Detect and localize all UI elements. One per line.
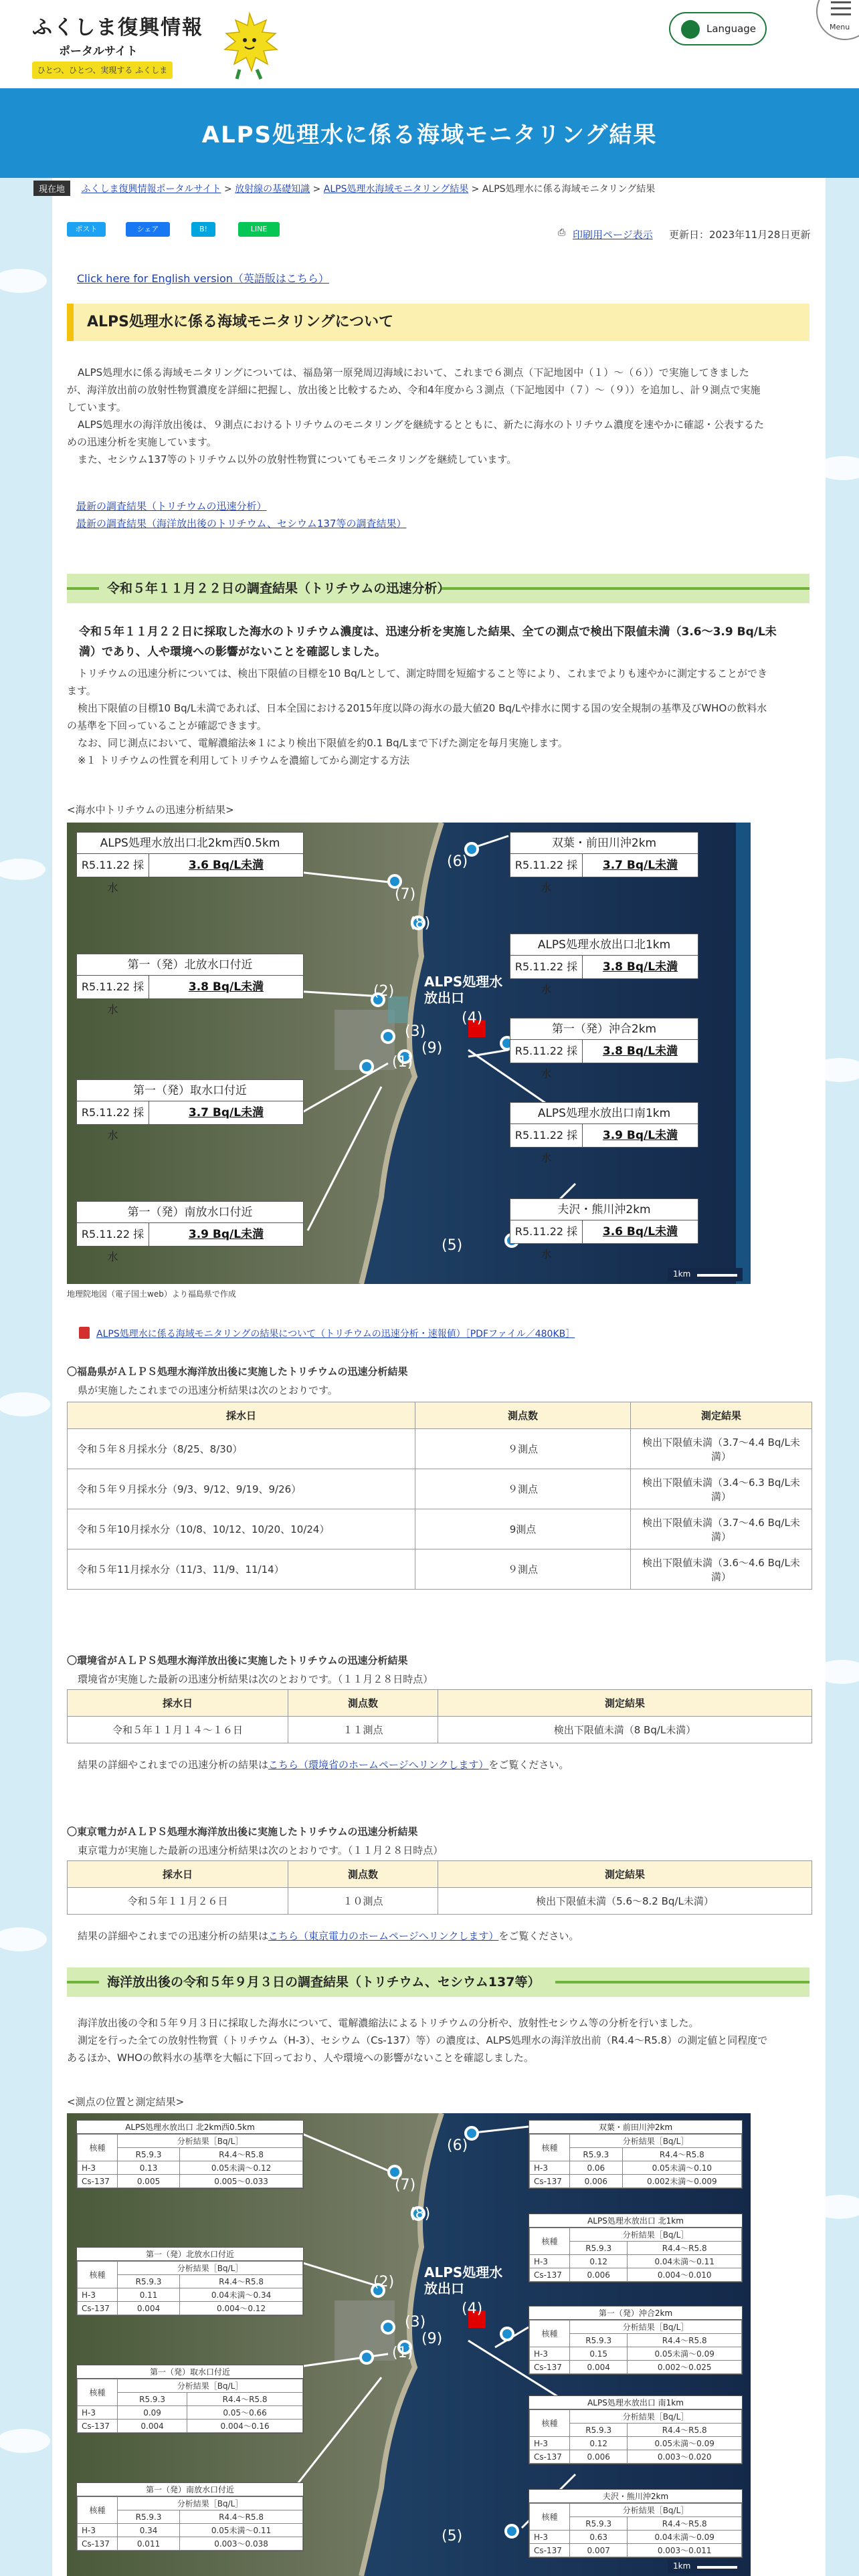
station-result-table: [529, 2228, 742, 2282]
sampling-date: R5.11.22 採水: [510, 956, 583, 978]
station-result-box: [76, 2482, 304, 2551]
nuclide-cell: H-3: [530, 2255, 570, 2268]
result-cell: 0.04未満～0.09: [628, 2531, 742, 2544]
about-text: [67, 364, 816, 468]
facebook-share-button[interactable]: シェア: [126, 222, 170, 237]
table-cell: 検出下限値未満（3.6～4.6 Bq/L未満）: [631, 1549, 812, 1590]
pdf-download-link[interactable]: ALPS処理水に係る海域モニタリングの結果について（トリチウムの迅速分析・速報値）［PDFファイル／480KB］: [96, 1329, 575, 1339]
result-cell: 0.006: [570, 2175, 623, 2188]
printer-icon: ⎙: [558, 227, 566, 238]
scale-bar: [668, 1268, 743, 1281]
breadcrumb-link-monitoring[interactable]: ALPS処理水海域モニタリング結果: [323, 184, 469, 195]
station-result-table: [529, 2409, 742, 2464]
col-header: R5.9.3: [118, 2275, 180, 2288]
station-name: 第一（発）沖合2km: [510, 1018, 698, 1040]
result-cell: 0.004: [118, 2420, 187, 2433]
site-header: [0, 0, 859, 88]
nuclide-cell: H-3: [530, 2347, 570, 2361]
station-callout: [76, 1079, 304, 1142]
logo-title: ふくしま復興情報: [32, 16, 203, 39]
station-number: (6): [447, 2137, 468, 2154]
table-header: 測点数: [415, 1402, 631, 1429]
nuclide-cell: Cs-137: [78, 2175, 118, 2188]
station-number: (9): [421, 1040, 443, 1057]
result-cell: 0.006: [570, 2268, 628, 2282]
sampling-date: R5.11.22 採水: [510, 854, 583, 877]
nuclide-cell: H-3: [530, 2161, 570, 2175]
table-header: 測点数: [288, 1861, 438, 1888]
table-row: [68, 1717, 812, 1743]
station-name: ALPS処理水放出口北2km西0.5km: [77, 833, 303, 854]
station-callout: [510, 1198, 698, 1261]
station-name: 第一（発）北放水口付近: [77, 2248, 303, 2261]
station-result-box: [529, 2489, 743, 2558]
nuclide-cell: H-3: [78, 2288, 118, 2302]
result-header: 分析結果［Bq/L］: [118, 2379, 303, 2393]
result-cell: 0.003～0.038: [180, 2537, 303, 2551]
breadcrumb: [33, 181, 655, 196]
table-row: [68, 1429, 812, 1469]
result-header: 分析結果［Bq/L］: [570, 2228, 742, 2242]
station-number: (8): [409, 915, 431, 932]
station-number: (7): [395, 886, 416, 903]
result-header: 分析結果［Bq/L］: [118, 2497, 303, 2510]
station-callout: [510, 832, 698, 894]
station-name: ALPS処理水放出口 南1km: [529, 2396, 742, 2409]
measurement-value: 3.7 Bq/L未満: [602, 859, 678, 872]
table-cell: 令和５年11月採水分（11/3、11/9、11/14）: [68, 1549, 415, 1590]
station-callout: [510, 934, 698, 996]
station-name: ALPS処理水放出口南1km: [510, 1103, 698, 1124]
rapid-analysis-text: [67, 665, 816, 769]
result-header: 分析結果［Bq/L］: [570, 2321, 742, 2334]
table-cell: ９測点: [415, 1549, 631, 1590]
note-text: 結果の詳細やこれまでの迅速分析の結果は: [78, 1759, 269, 1771]
about-line: しています。: [67, 401, 126, 413]
measurement-value: 3.9 Bq/L未満: [602, 1129, 678, 1142]
col-header: R5.9.3: [570, 2424, 628, 2437]
updated-date: 更新日：2023年11月28日更新: [669, 229, 811, 241]
station-number: (1): [392, 2345, 413, 2361]
station-result-box: [529, 2306, 743, 2375]
station-result-table: [529, 2503, 742, 2557]
table-header: 測定結果: [631, 1402, 812, 1429]
measurement-value: 3.9 Bq/L未満: [188, 1228, 264, 1241]
result-cell: 0.004: [118, 2302, 180, 2315]
station-result-table: [77, 2261, 303, 2315]
station-callout: [76, 832, 304, 894]
outlet-label: ALPS処理水放出口: [424, 2264, 503, 2296]
station-number: (7): [395, 2177, 416, 2193]
result-cell: 0.05～0.66: [187, 2406, 303, 2420]
station-number: (5): [442, 2528, 463, 2545]
station-number: (4): [462, 1010, 483, 1027]
result-cell: 0.04未満～0.34: [180, 2288, 303, 2302]
col-header: R5.9.3: [570, 2148, 623, 2161]
station-name: ALPS処理水放出口 北2km西0.5km: [77, 2121, 303, 2134]
tepco-results-table: [67, 1860, 812, 1915]
nuclide-header: 核種: [530, 2135, 570, 2161]
result-cell: 0.006: [570, 2450, 628, 2464]
section-heading-sep3: [67, 1967, 809, 1997]
station-result-box: [529, 2395, 743, 2464]
result-cell: 0.12: [570, 2437, 628, 2450]
nuclide-cell: Cs-137: [530, 2361, 570, 2374]
env-table-heading: 〇環境省がＡＬＰＳ処理水海洋放出後に実施したトリチウムの迅速分析結果: [67, 1654, 408, 1667]
about-line: ALPS処理水に係る海域モニタリングについては、福島第一原発周辺海域において、これまで６測点（下記地図中（１）～（６））で実施してきました: [78, 366, 749, 379]
result-cell: 0.13: [118, 2161, 180, 2175]
station-number: (4): [462, 2300, 483, 2317]
x-share-button[interactable]: ポスト: [67, 222, 106, 237]
col-header: R4.4～R5.8: [180, 2510, 303, 2524]
col-header: R5.9.3: [118, 2510, 180, 2524]
result-cell: 0.002～0.025: [628, 2361, 742, 2374]
measurement-value: 3.7 Bq/L未満: [188, 1106, 264, 1119]
nuclide-cell: H-3: [78, 2161, 118, 2175]
nuclide-header: 核種: [78, 2497, 118, 2524]
table-cell: 検出下限値未満（3.7～4.6 Bq/L未満）: [631, 1509, 812, 1549]
tepco-table-sub: 東京電力が実施した最新の迅速分析結果は次のとおりです。（１１月２８日時点）: [78, 1844, 444, 1856]
col-header: R4.4～R5.8: [628, 2424, 742, 2437]
logo-subtitle: ポータルサイト: [59, 45, 138, 58]
table-cell: 9測点: [415, 1509, 631, 1549]
table-cell: ９測点: [415, 1469, 631, 1509]
text-line: あるほか、WHOの飲料水の基準を大幅に下回っており、人や環境への影響がないことを確認しました。: [67, 2052, 534, 2064]
col-header: R4.4～R5.8: [628, 2242, 742, 2255]
col-header: R4.4～R5.8: [180, 2148, 303, 2161]
col-header: R4.4～R5.8: [187, 2393, 303, 2406]
result-map: [67, 2113, 751, 2576]
result-cell: 0.011: [118, 2537, 180, 2551]
result-cell: 0.05未満～0.09: [628, 2437, 742, 2450]
nuclide-header: 核種: [78, 2135, 118, 2161]
mascot-icon: [213, 11, 286, 81]
note-text: 結果の詳細やこれまでの迅速分析の結果は: [78, 1930, 269, 1942]
table-cell: 検出下限値未満（5.6～8.2 Bq/L未満）: [438, 1888, 812, 1915]
result-cell: 0.05未満～0.11: [180, 2524, 303, 2537]
station-result-table: [77, 2134, 303, 2188]
result-cell: 0.12: [570, 2255, 628, 2268]
globe-icon: [681, 20, 700, 39]
hatena-bookmark-button[interactable]: B!: [191, 222, 215, 237]
breadcrumb-separator: >: [471, 184, 480, 195]
env-table-sub: 環境省が実施した最新の迅速分析結果は次のとおりです。（１１月２８日時点）: [78, 1673, 434, 1685]
text-line: 測定を行った全ての放射性物質（トリチウム（H-3）、セシウム（Cs-137）等）の濃度は、ALPS処理水の海洋放出前（R4.4～R5.8）の測定値と同程度で: [78, 2034, 768, 2046]
table-cell: 検出下限値未満（3.4～6.3 Bq/L未満）: [631, 1469, 812, 1509]
result-cell: 0.04未満～0.11: [628, 2255, 742, 2268]
map-caption: <海水中トリチウムの迅速分析結果>: [67, 804, 234, 816]
station-callout: [510, 1018, 698, 1080]
note-text: をご覧ください。: [488, 1759, 569, 1771]
breadcrumb-current: ALPS処理水に係る海域モニタリング結果: [482, 184, 656, 195]
measurement-value: 3.6 Bq/L未満: [602, 1225, 678, 1239]
table-header: 測点数: [288, 1690, 438, 1717]
result-header: 分析結果［Bq/L］: [118, 2262, 303, 2275]
station-number: (3): [405, 2314, 426, 2331]
latest-tritium-link[interactable]: 最新の調査結果（トリチウムの迅速分析）: [76, 500, 267, 512]
english-version-link[interactable]: Click here for English version（英語版はこちら）: [77, 272, 329, 285]
station-name: 双葉・前田川沖2km: [529, 2121, 742, 2134]
nuclide-header: 核種: [530, 2321, 570, 2347]
result-cell: 0.005: [118, 2175, 180, 2188]
station-name: 第一（発）沖合2km: [529, 2306, 742, 2320]
text-line: 検出下限値の目標10 Bq/L未満であれば、日本全国における2015年度以降の海水の最大値20 Bq/Lや排水に関する国の安全規制の基準及びWHOの飲料水: [78, 702, 767, 714]
tepco-table-heading: 〇東京電力がＡＬＰＳ処理水海洋放出後に実施したトリチウムの迅速分析結果: [67, 1826, 418, 1838]
table-cell: 検出下限値未満（8 Bq/L未満）: [438, 1717, 812, 1743]
station-result-table: [77, 2496, 303, 2551]
site-logo[interactable]: [32, 11, 253, 80]
station-name: 第一（発）南放水口付近: [77, 1202, 303, 1223]
nuclide-header: 核種: [530, 2228, 570, 2255]
breadcrumb-separator: >: [312, 184, 321, 195]
result-header: 分析結果［Bq/L］: [570, 2410, 742, 2424]
measurement-value: 3.8 Bq/L未満: [188, 980, 264, 994]
result-cell: 0.15: [570, 2347, 628, 2361]
result-summary: [79, 622, 815, 662]
table-cell: １１測点: [288, 1717, 438, 1743]
result-cell: 0.06: [570, 2161, 623, 2175]
tritium-map: [67, 823, 751, 1284]
station-number: (2): [373, 2274, 395, 2290]
col-header: R4.4～R5.8: [628, 2334, 742, 2347]
table-header: 採水日: [68, 1690, 288, 1717]
menu-button[interactable]: [816, 0, 859, 40]
result-cell: 0.09: [118, 2406, 187, 2420]
footnote-line: ※１ トリチウムの性質を利用してトリチウムを濃縮してから測定する方法: [78, 754, 410, 766]
table-header: 測定結果: [438, 1690, 812, 1717]
about-line: また、セシウム137等のトリチウム以外の放射性物質についてもモニタリングを継続しています。: [78, 453, 517, 465]
page-title: ALPS処理水に係る海域モニタリング結果: [201, 122, 658, 148]
result-cell: 0.003～0.011: [628, 2544, 742, 2557]
pref-table-heading: 〇福島県がＡＬＰＳ処理水海洋放出後に実施したトリチウムの迅速分析結果: [67, 1366, 408, 1378]
env-results-table: [67, 1689, 812, 1743]
latest-links: [76, 498, 406, 532]
result-cell: 0.004: [570, 2361, 628, 2374]
result-cell: 0.004～0.16: [187, 2420, 303, 2433]
text-line: の基準を下回っていることが確認できます。: [67, 720, 267, 732]
scale-label: 1km: [673, 1269, 691, 1279]
nuclide-cell: Cs-137: [78, 2537, 118, 2551]
col-header: R5.9.3: [118, 2148, 180, 2161]
station-result-table: [77, 2379, 303, 2433]
line-share-button[interactable]: LINE: [238, 222, 280, 237]
station-name: 夫沢・熊川沖2km: [510, 1199, 698, 1220]
nuclide-cell: Cs-137: [78, 2420, 118, 2433]
nuclide-cell: Cs-137: [530, 2175, 570, 2188]
station-name: 夫沢・熊川沖2km: [529, 2490, 742, 2503]
latest-cesium-link[interactable]: 最新の調査結果（海洋放出後のトリチウム、セシウム137等の調査結果）: [76, 518, 407, 530]
table-cell: １０測点: [288, 1888, 438, 1915]
table-row: [68, 1509, 812, 1549]
tepco-note: [78, 1929, 579, 1943]
result-cell: 0.63: [570, 2531, 628, 2544]
summary-line: 令和５年１１月２２日に採取した海水のトリチウム濃度は、迅速分析を実施した結果、全ての測点で検出下限値未満（3.6～3.9 Bq/L未: [79, 625, 777, 639]
measurement-value: 3.8 Bq/L未満: [602, 960, 678, 974]
nuclide-cell: H-3: [530, 2437, 570, 2450]
sampling-date: R5.11.22 採水: [77, 976, 149, 998]
col-header: R5.9.3: [118, 2393, 187, 2406]
result-cell: 0.34: [118, 2524, 180, 2537]
pref-table-sub: 県が実施したこれまでの迅速分析結果は次のとおりです。: [78, 1384, 338, 1396]
sampling-date: R5.11.22 採水: [510, 1124, 583, 1147]
table-header: 採水日: [68, 1402, 415, 1429]
scale-label: 1km: [673, 2561, 691, 2571]
station-callout: [76, 954, 304, 1016]
table-cell: ９測点: [415, 1429, 631, 1469]
nuclide-cell: H-3: [530, 2531, 570, 2544]
nuclide-header: 核種: [78, 2379, 118, 2406]
language-label: Language: [706, 23, 757, 35]
station-number: (5): [442, 1237, 463, 1254]
result-cell: 0.05未満～0.12: [180, 2161, 303, 2175]
station-callout: [510, 1102, 698, 1164]
section-heading-about: ALPS処理水に係る海域モニタリングについて: [67, 304, 809, 341]
env-note: [78, 1757, 569, 1772]
table-cell: 検出下限値未満（3.7～4.4 Bq/L未満）: [631, 1429, 812, 1469]
scale-bar: [668, 2560, 743, 2573]
logo-tagline: ひとつ、ひとつ、実現する ふくしま: [32, 62, 173, 79]
table-cell: 令和５年９月採水分（9/3、9/12、9/19、9/26）: [68, 1469, 415, 1509]
table-row: [68, 1549, 812, 1590]
station-name: 第一（発）取水口付近: [77, 1080, 303, 1101]
sampling-date: R5.11.22 採水: [77, 1223, 149, 1246]
nuclide-cell: Cs-137: [530, 2268, 570, 2282]
station-name: 第一（発）取水口付近: [77, 2365, 303, 2379]
env-ministry-link[interactable]: こちら（環境省のホームページへリンクします）: [268, 1759, 489, 1771]
table-cell: 令和５年１１月２６日: [68, 1888, 288, 1915]
nuclide-cell: Cs-137: [78, 2302, 118, 2315]
result-cell: 0.11: [118, 2288, 180, 2302]
station-name: ALPS処理水放出口 北1km: [529, 2214, 742, 2228]
col-header: R4.4～R5.8: [180, 2275, 303, 2288]
breadcrumb-link-home[interactable]: ふくしま復興情報ポータルサイト: [81, 184, 221, 195]
measurement-value: 3.6 Bq/L未満: [188, 859, 264, 872]
sep3-text: [67, 2014, 816, 2066]
col-header: R5.9.3: [570, 2334, 628, 2347]
table-header: 採水日: [68, 1861, 288, 1888]
nuclide-header: 核種: [530, 2504, 570, 2531]
measurement-value: 3.8 Bq/L未満: [602, 1045, 678, 1058]
result-cell: 0.004～0.010: [628, 2268, 742, 2282]
about-line: が、海洋放出前の放射性物質濃度を詳細に把握し、放出後と比較するため、令和4年度から３測点（下記地図中（７）～（９））を追加し、計９測点で実施: [67, 384, 761, 396]
station-name: 第一（発）北放水口付近: [77, 954, 303, 976]
text-line: ます。: [67, 685, 96, 697]
result-header: 分析結果［Bq/L］: [570, 2135, 742, 2148]
station-result-table: [529, 2320, 742, 2374]
text-line: トリチウムの迅速分析については、検出下限値の目標を10 Bq/Lとして、測定時間を短縮すること等により、これまでよりも速やかに測定することができ: [78, 667, 768, 679]
map-credit: 地理院地図（電子国土web）より福島県で作成: [67, 1289, 236, 1299]
result-cell: 0.005～0.033: [180, 2175, 303, 2188]
nuclide-header: 核種: [530, 2410, 570, 2437]
result-cell: 0.003～0.020: [628, 2450, 742, 2464]
station-number: (3): [405, 1023, 426, 1040]
about-line: ALPS処理水の海洋放出後は、９測点におけるトリチウムのモニタリングを継続するとともに、新たに海水のトリチウム濃度を速やかに確認・公表するた: [78, 419, 764, 431]
section-heading-nov22: [67, 574, 809, 603]
about-line: めの迅速分析を実施しています。: [67, 436, 217, 448]
station-result-box: [76, 2247, 304, 2316]
map2-caption: <測点の位置と測定結果>: [67, 2096, 185, 2108]
page-hero: [0, 88, 859, 178]
hamburger-icon: [831, 1, 851, 19]
nuclide-cell: Cs-137: [530, 2544, 570, 2557]
text-line: 海洋放出後の令和５年９月３日に採取した海水について、電解濃縮法によるトリチウムの分析や、放射性セシウム等の分析を行いました。: [78, 2017, 699, 2029]
station-result-box: [76, 2365, 304, 2434]
menu-label: Menu: [830, 23, 850, 31]
table-cell: 令和５年10月採水分（10/8、10/12、10/20、10/24）: [68, 1509, 415, 1549]
col-header: R4.4～R5.8: [628, 2517, 742, 2531]
breadcrumb-separator: >: [223, 184, 232, 195]
table-row: [68, 1469, 812, 1509]
result-cell: 0.002未満～0.009: [622, 2175, 741, 2188]
table-row: [68, 1888, 812, 1915]
result-cell: 0.007: [570, 2544, 628, 2557]
result-header: 分析結果［Bq/L］: [118, 2135, 303, 2148]
col-header: R5.9.3: [570, 2517, 628, 2531]
language-button[interactable]: [669, 12, 767, 45]
station-result-table: [529, 2134, 742, 2188]
table-header: 測定結果: [438, 1861, 812, 1888]
sampling-date: R5.11.22 採水: [77, 1101, 149, 1124]
table-cell: 令和５年１１月１４～１６日: [68, 1717, 288, 1743]
sampling-date: R5.11.22 採水: [77, 854, 149, 877]
pdf-icon: [79, 1327, 90, 1339]
breadcrumb-current-tag: 現在地: [33, 181, 70, 196]
section-heading-text: 海洋放出後の令和５年９月３日の調査結果（トリチウム、セシウム137等）: [107, 1975, 541, 1990]
nuclide-header: 核種: [78, 2262, 118, 2288]
station-number: (8): [409, 2206, 431, 2222]
station-name: ALPS処理水放出口北1km: [510, 934, 698, 956]
col-header: R4.4～R5.8: [622, 2148, 741, 2161]
nuclide-cell: H-3: [78, 2406, 118, 2420]
text-line: なお、同じ測点において、電解濃縮法※１により検出下限値を約0.1 Bq/Lまで下げた測定を毎月実施します。: [78, 737, 568, 749]
result-cell: 0.05未満～0.09: [628, 2347, 742, 2361]
outlet-label: ALPS処理水放出口: [424, 974, 503, 1006]
table-cell: 令和５年８月採水分（8/25、8/30）: [68, 1429, 415, 1469]
sampling-date: R5.11.22 採水: [510, 1040, 583, 1063]
result-cell: 0.004～0.12: [180, 2302, 303, 2315]
station-number: (1): [392, 1054, 413, 1071]
summary-line: 満）であり、人や環境への影響がないことを確認しました。: [79, 645, 386, 659]
station-result-box: [529, 2120, 743, 2189]
breadcrumb-link-radiation[interactable]: 放射線の基礎知識: [235, 184, 310, 195]
nuclide-cell: H-3: [78, 2524, 118, 2537]
section-heading-text: 令和５年１１月２２日の調査結果（トリチウムの迅速分析）: [107, 581, 450, 596]
station-callout: [76, 1201, 304, 1263]
tepco-link[interactable]: こちら（東京電力のホームページへリンクします）: [268, 1930, 499, 1942]
result-header: 分析結果［Bq/L］: [570, 2504, 742, 2517]
print-page-link[interactable]: 印刷用ページ表示: [573, 229, 653, 241]
station-number: (9): [421, 2331, 443, 2347]
station-number: (2): [373, 983, 395, 1000]
pref-results-table: [67, 1402, 812, 1590]
sampling-date: R5.11.22 採水: [510, 1220, 583, 1243]
note-text: をご覧ください。: [498, 1930, 579, 1942]
station-number: (6): [447, 853, 468, 870]
station-result-box: [529, 2214, 743, 2282]
station-name: 双葉・前田川沖2km: [510, 833, 698, 854]
station-name: 第一（発）南放水口付近: [77, 2483, 303, 2496]
station-result-box: [76, 2120, 304, 2189]
col-header: R5.9.3: [570, 2242, 628, 2255]
result-cell: 0.05未満～0.10: [622, 2161, 741, 2175]
nuclide-cell: Cs-137: [530, 2450, 570, 2464]
